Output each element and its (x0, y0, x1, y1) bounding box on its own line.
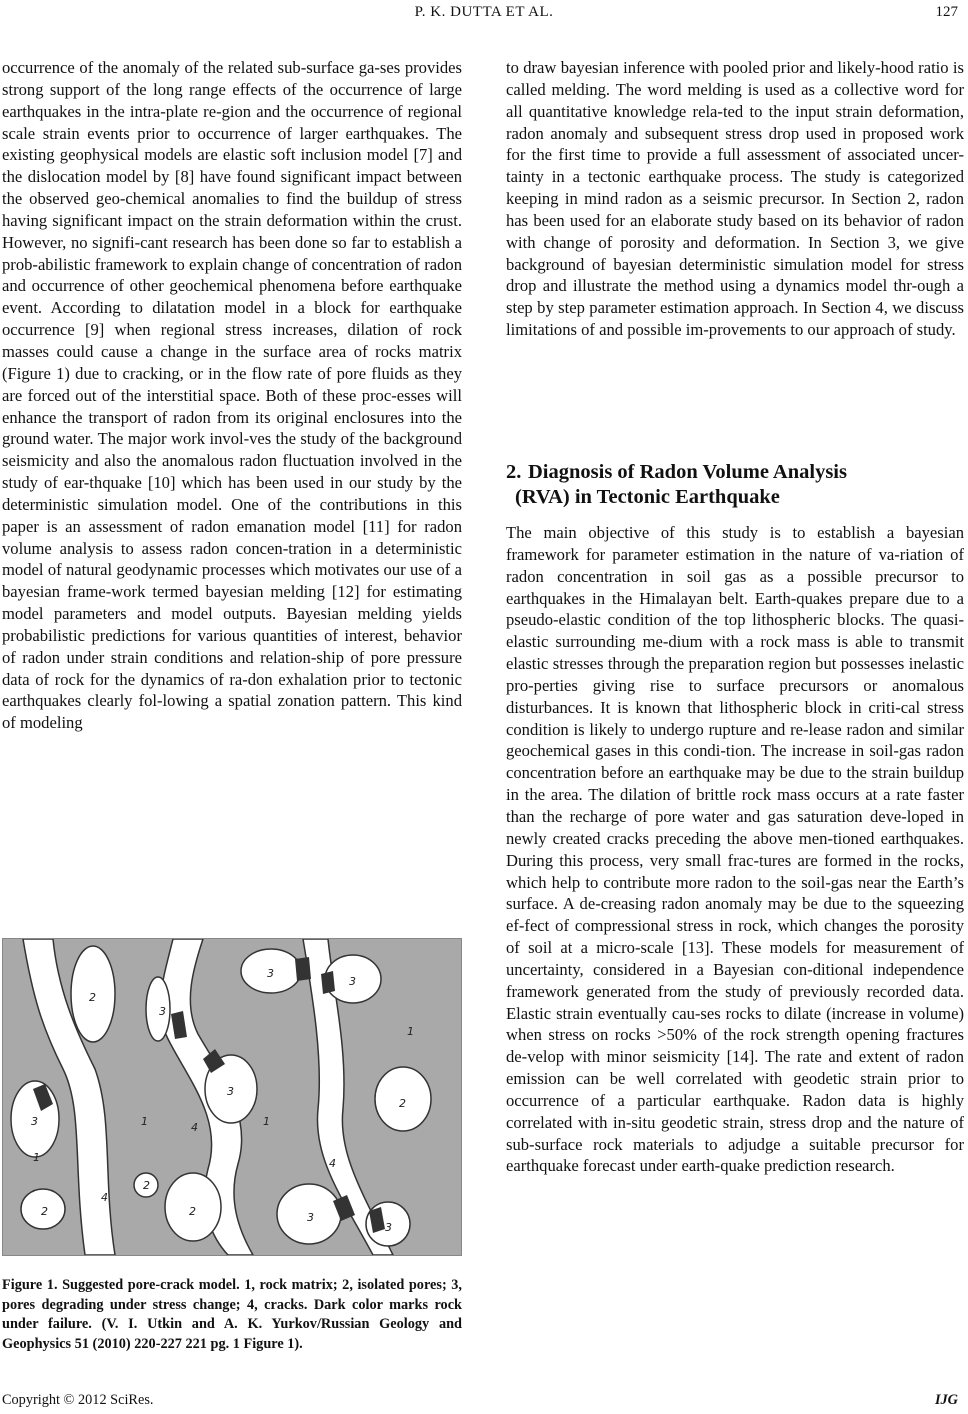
fig-label: 4 (101, 1191, 108, 1204)
footer-copyright: Copyright © 2012 SciRes. (2, 1392, 154, 1408)
footer-journal: IJG (934, 1392, 958, 1408)
fig-label: 3 (385, 1221, 392, 1234)
page-number: 127 (935, 4, 958, 20)
figure-caption: Figure 1. Suggested pore-crack model. 1, rock matrix; 2, isolated pores; 3, pores degrading under stress change; 4, cracks. Dark color marks rock under failure. (V. I. Utkin and A. K. Yurkov/Russian Geology and Geophysics 51 (2010) 220-227 221 pg. 1 Figure 1). (2, 1277, 462, 1353)
left-column-text (2, 57, 462, 734)
page-header (0, 4, 968, 24)
running-head: P. K. DUTTA ET AL. (414, 4, 554, 20)
section-number: 2. (506, 461, 522, 483)
fig-label: 1 (407, 1025, 414, 1038)
section-body (506, 522, 964, 1177)
fig-label: 4 (191, 1121, 198, 1134)
fig-label: 2 (143, 1179, 150, 1192)
section-title-line1: Diagnosis of Radon Volume Analysis (528, 461, 847, 483)
section-heading (506, 460, 964, 510)
fig-label: 2 (41, 1205, 48, 1218)
right-column-text (506, 57, 964, 341)
figure-pore-crack-model (2, 938, 462, 1256)
left-paragraph-1: occurrence of the anomaly of the related sub-surface ga-ses provides strong support of the long range effects of the occurrence of large earthquakes in the intra-plate re-gion and the occurrence of regional scale strain events prior to occurrence of larger earthquakes. The existing geophysical models are elastic soft inclusion model [7] and the dislocation model by [8] have found significant impact between the observed geo-chemical anomalies to find the buildup of stress having significant impact on the strain deformation within the crust. However, no signifi-cant research has been done so far to establish a prob-abilistic framework to explain change of concentration of radon and occurrence of other geochemical phenomena before earthquake event. According to dilatation model in a block for earthquake occurrence [9] when regional stress increases, dilation of rock masses could cause a change in the surface area of rocks matrix (Figure 1) due to cracking, or in the flow rate of pore fluids as they are forced out of the interstitial space. Both of these proc-esses will enhance the transport of radon from its original enclosures into the ground water. The major work invol-ves the study of the background seismicity and also the anomalous radon fluctuation involved in the study of ear-thquake [10] which has been used in our study by the deterministic simulation model. One of the contributions in this paper is an assessment of radon emanation model [11] for radon volume analysis to assess radon concen-tration in a deterministic model of natural geodynamic processes which motivates our use of a bayesian frame-work termed bayesian melding [12] for estimating model parameters and model outputs. Bayesian melding yields probabilistic predictions for various quantities of interest, behavior of radon under strain conditions and relation-ship of pore pressure data of rock for the dynamics of ra-don exhalation prior to tectonic earthquakes clearly fol-lowing a spatial zonation pattern. This kind of modeling (2, 58, 462, 733)
pore-crack-diagram (3, 939, 461, 1255)
failure-zone (295, 957, 311, 981)
fig-label: 2 (189, 1205, 196, 1218)
fig-label: 3 (267, 967, 274, 980)
fig-label: 2 (399, 1097, 406, 1110)
fig-label: 3 (349, 975, 356, 988)
fig-label: 3 (159, 1005, 166, 1018)
fig-label: 3 (227, 1085, 234, 1098)
pore-3-small (146, 977, 170, 1041)
fig-label: 1 (33, 1151, 40, 1164)
fig-label: 3 (31, 1115, 38, 1128)
section-title-line2: (RVA) in Tectonic Earthquake (515, 486, 780, 508)
fig-label: 4 (329, 1157, 336, 1170)
fig-label: 1 (263, 1115, 270, 1128)
fig-label: 2 (89, 991, 96, 1004)
fig-label: 1 (141, 1115, 148, 1128)
right-paragraph-body: The main objective of this study is to establish a bayesian framework for parameter estimation in the nature of va-riation of radon concentration in soil gas as a possible precursor to earthquakes in the Himalayan belt. Earth-quakes prepare due to a pseudo-elastic condition of the top lithospheric blocks. The quasi-elastic surrounding me-dium with a rock mass is able to transmit elastic stresses through the preparation region but possesses inelastic pro-perties giving rise to surface precursors or anomalous disturbances. It is known that lithospheric block in criti-cal stress condition is likely to undergo rupture and re-lease radon and similar geochemical gases in this condi-tion. The increase in soil-gas radon concentration before an earthquake may be due to the strain buildup in the area. The dilation of brittle rock mass occurs at a rate faster than the recharge of pore water and gas saturation deve-loped in newly created cracks preceding the above men-tioned earthquakes. During this process, very small frac-tures are formed in the rocks, which help to contribute more radon to the soil-gas near the Earth’s surface. A de-creasing radon anomaly may be due to the squeezing ef-fect of compressional stress in rock, which changes the porosity of soil at a micro-scale [13]. These models for measurement of uncertainty, considered in a Bayesian con-ditional independence framework generated from the study of previously recorded data. Elastic strain eventually cau-ses rocks to dilate (increase in volume) when stress on rocks >50% of the rock strength opening fractures de-velop with minor seismicity [14]. The rate and extent of radon emission can be well correlated with geodetic strain prior to occurrence of a particular earthquake. Radon data is highly correlated with in-situ geodetic strain, stress drop and the nature of sub-surface rock materials to adjudge a suitable precursor for earthquake forecast under earth-quake prediction research. (506, 523, 964, 1176)
failure-zone (321, 971, 335, 994)
fig-label: 3 (307, 1211, 314, 1224)
right-paragraph-top: to draw bayesian inference with pooled prior and likely-hood ratio is called melding. The word melding is used as a collective word for all quantitative knowledge rela-ted to the input strain deformation, radon anomaly and subsequent stress drop used in proposed work for the first time to provide a full assessment of associated uncer-tainty in a tectonic earthquake process. The study is categorized keeping in mind radon as a seismic precursor. In Section 2, radon has been used for an elaborate study based on its behavior of radon with change of porosity and deformation. In Section 3, we give background of bayesian deterministic simulation model for stress drop and illustrate the method using a dynamics model thr-ough a step by step parameter estimation approach. In Section 4, we discuss limitations of and possible im-provements to our approach of study. (506, 58, 964, 340)
